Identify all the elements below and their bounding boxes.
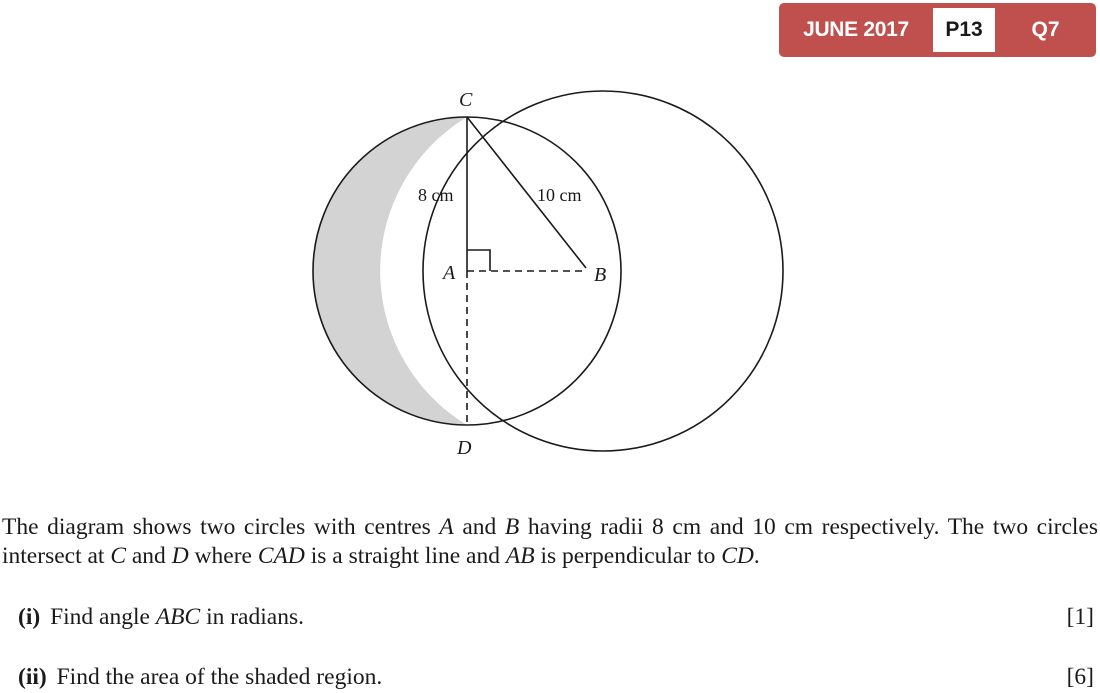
right-angle-marker: [467, 250, 490, 271]
marks-part-i: [1]: [1066, 604, 1094, 630]
label-b: B: [594, 264, 607, 286]
marks-part-ii: [6]: [1066, 664, 1094, 690]
label-c: C: [459, 89, 473, 111]
part-label: (ii): [18, 664, 47, 690]
length-label-bc: 10 cm: [537, 185, 582, 205]
label-d: D: [457, 437, 472, 459]
question-number: Q7: [1031, 18, 1060, 41]
paper-number: P13: [933, 8, 995, 52]
length-label-ac: 8 cm: [418, 185, 454, 205]
question-part-ii: (ii) Find the area of the shaded region.: [18, 664, 383, 690]
part-label: (i): [18, 604, 41, 630]
question-stem: The diagram shows two circles with centres A and B having radii 8 cm and 10 cm respectively. The two circles intersect at C and D where CAD is a straight line and AB is perpendicular to CD.: [2, 514, 1098, 569]
exam-session: JUNE 2017: [803, 18, 909, 41]
question-part-i: (i) Find angle ABC in radians.: [18, 604, 304, 630]
label-a: A: [443, 262, 456, 284]
